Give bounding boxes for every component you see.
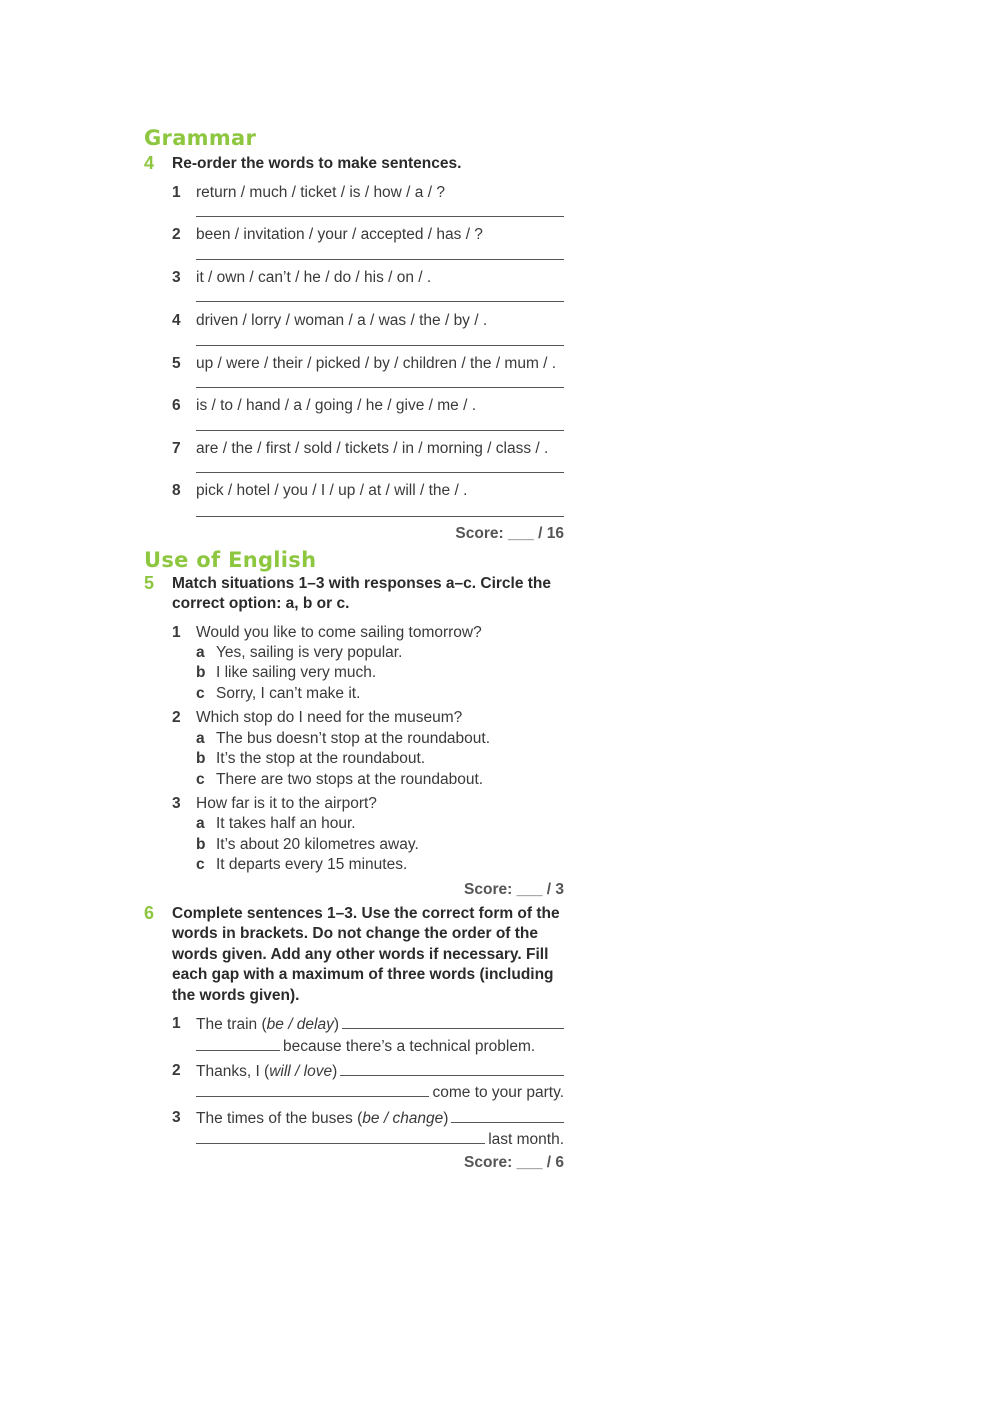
item-text: Would you like to come sailing tomorrow? — [196, 623, 482, 641]
exercise-number: 5 — [144, 572, 155, 593]
exercise-number: 4 — [144, 153, 155, 173]
matching-list — [144, 623, 564, 876]
answer-gap[interactable] — [342, 1014, 564, 1029]
grammar-score: Score: ___ / 16 — [455, 524, 564, 542]
exercise-6-heading — [144, 904, 564, 1007]
item-text: because there’s a technical problem. — [283, 1037, 536, 1055]
list-item — [144, 1061, 564, 1104]
option-b[interactable] — [144, 663, 564, 683]
item-prompt: be / change — [362, 1109, 444, 1127]
list-item — [144, 439, 564, 460]
answer-line[interactable] — [196, 472, 564, 473]
option-letter[interactable]: a — [196, 644, 205, 661]
item-number: 3 — [172, 1108, 181, 1126]
item-text: ) — [333, 1016, 340, 1034]
answer-line[interactable] — [196, 387, 564, 388]
item-number: 1 — [172, 1015, 181, 1033]
worksheet-column — [144, 124, 564, 1173]
item-text: ) — [332, 1062, 338, 1080]
option-text: There are two stops at the roundabout. — [216, 770, 484, 788]
option-text: It departs every 15 minutes. — [216, 856, 408, 874]
option-a[interactable] — [144, 643, 564, 663]
list-item — [144, 708, 564, 729]
item-number: 2 — [172, 1061, 181, 1079]
use-of-english-title: Use of English — [144, 547, 317, 572]
option-text: It’s about 20 kilometres away. — [216, 835, 419, 853]
item-text: are / the / first / sold / tickets / in / morning / class / . — [196, 439, 549, 457]
item-number: 4 — [172, 312, 181, 329]
item-number: 7 — [172, 439, 181, 457]
exercise-6-score: Score: ___ / 6 — [464, 1153, 564, 1171]
answer-line[interactable] — [196, 345, 564, 346]
item-number: 2 — [172, 709, 181, 727]
exercise-number: 6 — [144, 902, 155, 923]
option-letter[interactable]: c — [196, 684, 205, 702]
option-b[interactable] — [144, 749, 564, 769]
reorder-list — [144, 183, 564, 517]
option-text: Sorry, I can’t make it. — [216, 684, 361, 702]
item-number: 3 — [172, 794, 181, 812]
list-item — [144, 1014, 564, 1057]
item-text: is / to / hand / a / going / he / give / me / . — [196, 397, 477, 414]
option-letter[interactable]: b — [196, 835, 206, 853]
option-a[interactable] — [144, 729, 564, 749]
answer-line[interactable] — [196, 516, 564, 517]
list-item — [144, 311, 564, 332]
item-text: come to your party. — [432, 1084, 564, 1102]
item-text: last month. — [488, 1131, 564, 1149]
exercise-instruction: Complete sentences 1–3. Use the correct form of the words in brackets. Do not change the order of the words given. Add any other words if necessary. Fill each gap with a maximum of three words (including the words given). — [172, 904, 560, 1004]
item-text: ) — [443, 1109, 449, 1127]
answer-gap[interactable] — [196, 1082, 429, 1097]
option-text: It takes half an hour. — [216, 815, 356, 833]
option-letter[interactable]: a — [196, 729, 205, 747]
option-text: I like sailing very much. — [216, 664, 377, 682]
option-c[interactable] — [144, 684, 564, 704]
item-number: 1 — [172, 183, 181, 201]
option-text: It’s the stop at the roundabout. — [216, 750, 426, 768]
item-text: Which stop do I need for the museum? — [196, 709, 463, 727]
item-text: it / own / can’t / he / do / his / on / . — [196, 268, 432, 286]
option-b[interactable] — [144, 835, 564, 855]
option-text: The bus doesn’t stop at the roundabout. — [216, 729, 491, 747]
answer-gap[interactable] — [196, 1129, 485, 1144]
list-item — [144, 268, 564, 289]
item-number: 8 — [172, 482, 181, 499]
list-item — [144, 183, 564, 204]
item-number: 1 — [172, 623, 181, 641]
list-item — [144, 481, 564, 502]
item-number: 3 — [172, 268, 181, 286]
item-number: 5 — [172, 354, 181, 372]
exercise-instruction: Match situations 1–3 with responses a–c. Circle the correct option: a, b or c. — [172, 574, 552, 612]
option-c[interactable] — [144, 855, 564, 875]
option-letter[interactable]: c — [196, 770, 205, 788]
item-prompt: be / delay — [266, 1016, 334, 1034]
option-letter[interactable]: b — [196, 750, 206, 768]
exercise-4-heading — [144, 154, 564, 175]
option-c[interactable] — [144, 770, 564, 790]
item-text: How far is it to the airport? — [196, 794, 377, 812]
item-text: up / were / their / picked / by / children / the / mum / . — [196, 354, 557, 372]
item-prompt: will / love — [269, 1062, 333, 1080]
answer-line[interactable] — [196, 301, 564, 302]
exercise-instruction: Re-order the words to make sentences. — [172, 155, 462, 172]
list-item — [144, 354, 564, 375]
item-text: pick / hotel / you / I / up / at / will / the / . — [196, 482, 468, 499]
item-text: The times of the buses ( — [196, 1109, 363, 1127]
grammar-title: Grammar — [144, 126, 257, 150]
option-letter[interactable]: a — [196, 815, 205, 833]
item-text: been / invitation / your / accepted / has / ? — [196, 226, 483, 243]
answer-gap[interactable] — [196, 1036, 280, 1051]
item-number: 6 — [172, 397, 181, 414]
exercise-5-heading — [144, 574, 564, 615]
option-letter[interactable]: c — [196, 856, 205, 874]
option-a[interactable] — [144, 814, 564, 834]
option-text: Yes, sailing is very popular. — [216, 644, 403, 661]
list-item — [144, 1108, 564, 1151]
item-text: return / much / ticket / is / how / a / ? — [196, 183, 445, 201]
item-number: 2 — [172, 226, 181, 243]
answer-line[interactable] — [196, 216, 564, 217]
item-text: The train ( — [196, 1016, 267, 1034]
answer-gap[interactable] — [340, 1061, 564, 1076]
option-letter[interactable]: b — [196, 664, 206, 682]
list-item — [144, 225, 564, 246]
item-text: driven / lorry / woman / a / was / the / by / . — [196, 312, 488, 329]
item-text: Thanks, I ( — [196, 1062, 270, 1080]
answer-line[interactable] — [196, 259, 564, 260]
list-item — [144, 396, 564, 417]
answer-line[interactable] — [196, 430, 564, 431]
exercise-5-score: Score: ___ / 3 — [464, 880, 564, 898]
answer-gap[interactable] — [451, 1108, 564, 1123]
list-item — [144, 794, 564, 815]
list-item — [144, 623, 564, 644]
completion-list — [144, 1014, 564, 1150]
